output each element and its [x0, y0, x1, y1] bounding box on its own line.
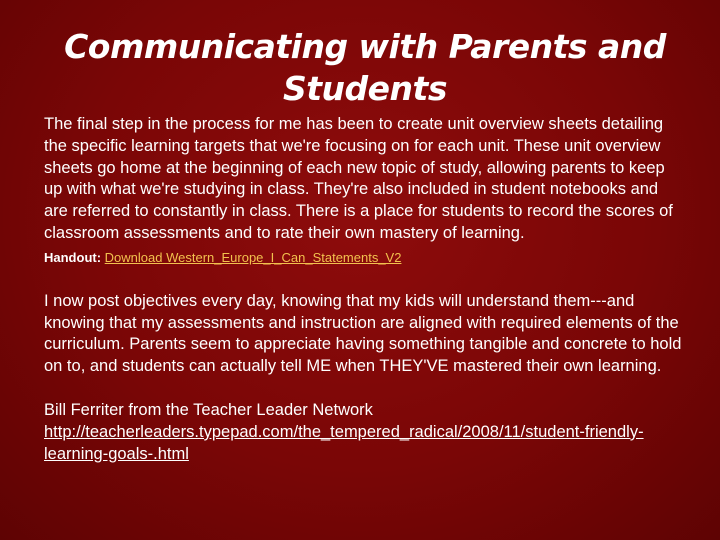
handout-label: Handout:: [44, 249, 102, 265]
attribution-block: [44, 400, 684, 465]
attribution-text: Bill Ferriter from the Teacher Leader Network: [44, 400, 373, 419]
handout-download-link[interactable]: Download Western_Europe_I_Can_Statements_V2: [104, 249, 402, 265]
paragraph-unit-overview: The final step in the process for me has been to create unit overview sheets detailing the specific learning targets that we're focusing on for each unit. These unit overview sheets go home at the beginning of each new topic of study, allowing parents to keep up with what we're studying in class. They're also included in student notebooks and are referred to constantly in class. There is a place for students to record the scores of classroom assessments and to rate their own mastery of learning.: [44, 115, 673, 242]
paragraph-objectives: I now post objectives every day, knowing that my kids will understand them---and knowing that my assessments and instruction are aligned with required elements of the curriculum. Parents seem to appreciate having something tangible and concrete to hold on to, and students can actually tell ME when THEY'VE mastered their own learning.: [44, 291, 682, 376]
slide-title: Communicating with Parents and Students: [64, 27, 666, 108]
slide-body: [44, 114, 684, 465]
handout-line: [44, 249, 684, 267]
source-link[interactable]: http://teacherleaders.typepad.com/the_tempered_radical/2008/11/student-friendly-learning-goals-.html: [44, 422, 644, 463]
